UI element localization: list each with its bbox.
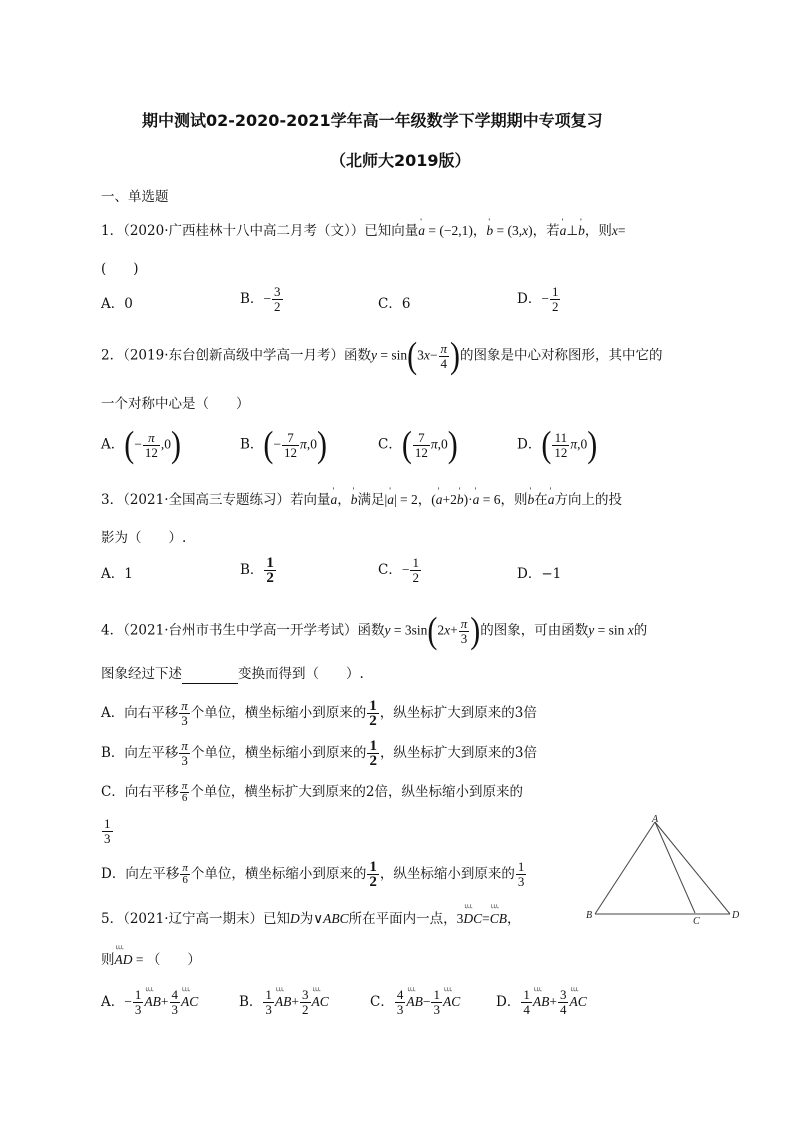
question-4-option-d: D．向左平移 $\frac{\pi}{6}$ 个单位，横坐标缩小到原来的 $\frac{1}{2}$ ，纵坐标缩小到原来的 $\frac{1}{3}$ xyxy=(101,859,525,890)
question-5-option-a: A．− $\frac{1}{3}$ ╰╰╰ AB+ $\frac{4}{3}$ ╰╰╰ AC xyxy=(101,988,198,1017)
label-c: C xyxy=(693,916,700,927)
title-line-2: （北师大2019版） xyxy=(330,151,471,170)
question-3-option-b: B． $\frac{1}{2}$ xyxy=(240,555,274,586)
question-1-option-d: D．− $\frac{1}{2}$ xyxy=(517,284,559,314)
answer-blank xyxy=(182,669,238,684)
question-2-option-b: B．(− $\frac{7}{12}$ π,0) xyxy=(240,423,327,465)
question-1-option-b: B．− $\frac{3}{2}$ xyxy=(240,284,281,314)
segment-ac xyxy=(655,822,695,913)
question-2-stem-cont: 一个对称中心是（ ） xyxy=(101,396,250,412)
question-1-stem: 1．（2020·广西桂林十八中高二月考（文））已知向量' a = (−2,1)，' b = (3,x)，若' a⊥' b，则x= xyxy=(101,221,625,241)
label-a: A xyxy=(652,814,659,825)
question-5-stem-cont: 则╰╰╰ AD = （ ） xyxy=(101,950,201,970)
question-4-stem-cont: 图象经过下述 变换而得到（ ）. xyxy=(101,666,364,682)
question-5-stem: 5．（2021·辽宁高一期末）已知D为∨ABC所在平面内一点，3╰╰╰ DC=╰╰╰ CB， xyxy=(101,909,521,929)
label-b: B xyxy=(586,910,593,921)
question-3-option-c: C．− $\frac{1}{2}$ xyxy=(378,555,419,585)
question-4-option-c-fraction: $\frac{1}{3}$ xyxy=(104,816,111,846)
label-d: D xyxy=(732,910,740,921)
question-4-option-b: B．向左平移 $\frac{\pi}{3}$ 个单位，横坐标缩小到原来的 $\frac{1}{2}$ ，纵坐标扩大到原来的3倍 xyxy=(101,738,538,769)
triangle-figure xyxy=(580,812,750,927)
question-2-stem: 2．（2019·东台创新高级中学高一月考）函数y = sin(3x− $\frac{\pi}{4}$ )的图象是中心对称图形，其中它的 xyxy=(101,334,663,376)
question-3-stem: 3．（2021·全国高三专题练习）若向量' a，' b满足|' a| = 2，(' a+2' b)·' a = 6，则' b在' a方向上的投 xyxy=(101,490,622,510)
section-heading: 一、单选题 xyxy=(101,189,169,205)
question-1-option-a: A．0 xyxy=(101,296,133,312)
question-3-stem-cont: 影为（ ）. xyxy=(101,530,187,546)
question-1-option-c: C．6 xyxy=(378,296,411,312)
question-4-option-c: C．向右平移 $\frac{\pi}{6}$ 个单位，横坐标扩大到原来的2倍，纵坐标缩小到原来的 xyxy=(101,780,523,804)
question-2-option-c: C．( $\frac{7}{12}$ π,0) xyxy=(378,423,458,465)
question-2-option-d: D．( $\frac{11}{12}$ π,0) xyxy=(517,423,598,465)
question-5-option-c: C． $\frac{4}{3}$ ╰╰╰ AB− $\frac{1}{3}$ ╰╰╰ AC xyxy=(370,988,460,1017)
question-1-paren: ( ) xyxy=(101,261,139,277)
question-5-option-b: B． $\frac{1}{3}$ ╰╰╰ AB+ $\frac{3}{2}$ ╰╰╰ AC xyxy=(239,988,329,1017)
segment-ab xyxy=(595,822,655,914)
question-5-option-d: D． $\frac{1}{4}$ ╰╰╰ AB+ $\frac{3}{4}$ ╰╰╰ AC xyxy=(496,988,587,1017)
question-2-option-a: A．(− $\frac{\pi}{12}$ ,0) xyxy=(101,423,181,465)
question-4-option-a: A．向右平移 $\frac{\pi}{3}$ 个单位，横坐标缩小到原来的 $\frac{1}{2}$ ，纵坐标扩大到原来的3倍 xyxy=(101,698,537,729)
title-line-1: 期中测试02-2020-2021学年高一年级数学下学期期中专项复习 xyxy=(142,111,603,130)
question-4-stem: 4．（2021·台州市书生中学高一开学考试）函数y = 3sin(2x+ $\frac{\pi}{3}$ )的图象，可由函数y = sin x的 xyxy=(101,609,648,651)
segment-ad xyxy=(655,822,730,914)
question-3-option-a: A．1 xyxy=(101,566,133,582)
question-3-option-d: D．−1 xyxy=(517,566,562,582)
